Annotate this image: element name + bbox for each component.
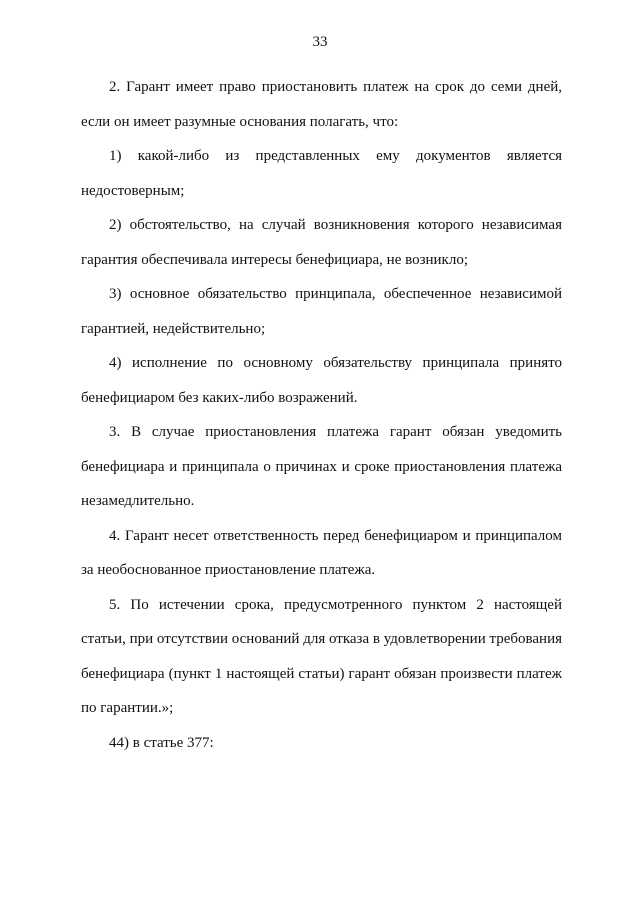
paragraph-subclause-2: 2) обстоятельство, на случай возникновения которого независимая гарантия обеспечивала интересы бенефициара, не возникло; <box>81 217 562 268</box>
paragraph-item-44: 44) в статье 377: <box>109 734 214 751</box>
paragraph-clause-2: 2. Гарант имеет право приостановить платеж на срок до семи дней, если он имеет разумные основания полагать, что: <box>81 79 562 130</box>
paragraph-clause-3: 3. В случае приостановления платежа гарант обязан уведомить бенефициара и принципала о причинах и сроке приостановления платежа незамедлительно. <box>81 424 562 509</box>
paragraph-subclause-1: 1) какой-либо из представленных ему документов является недостоверным; <box>81 148 562 199</box>
page-number: 33 <box>312 34 328 50</box>
paragraph-clause-5: 5. По истечении срока, предусмотренного пунктом 2 настоящей статьи, при отсутствии оснований для отказа в удовлетворении требования бенефициара (пункт 1 настоящей статьи) гарант обязан произвести платеж по гарантии.»; <box>81 596 562 716</box>
document-body <box>81 70 562 760</box>
paragraph-subclause-3: 3) основное обязательство принципала, обеспеченное независимой гарантией, недействительно; <box>81 286 562 337</box>
paragraph-clause-4: 4. Гарант несет ответственность перед бенефициаром и принципалом за необоснованное приостановление платежа. <box>81 527 562 578</box>
paragraph-subclause-4: 4) исполнение по основному обязательству принципала принято бенефициаром без каких-либо возражений. <box>81 355 562 406</box>
